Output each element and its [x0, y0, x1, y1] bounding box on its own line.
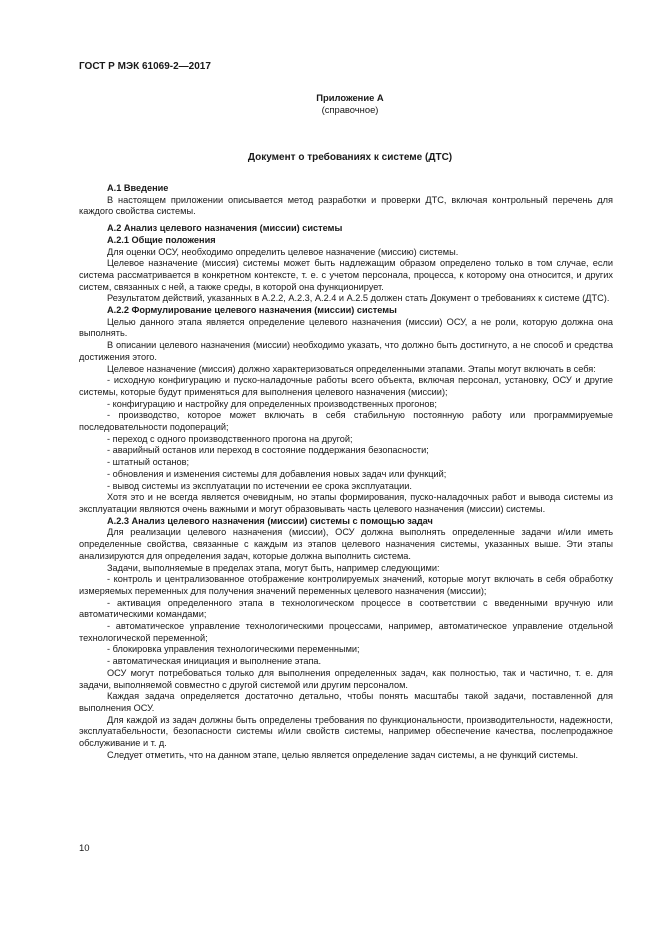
- list-item: - автоматическая инициация и выполнение этапа.: [107, 656, 322, 667]
- paragraph: Следует отметить, что на данном этапе, целью является определение задач системы, а не функций системы.: [107, 749, 579, 760]
- subsection-heading-a22: А.2.2 Формулирование целевого назначения (миссии) системы: [107, 305, 397, 316]
- list-item: - аварийный останов или переход в состояние поддержания безопасности;: [107, 445, 429, 456]
- subsection-heading-a23: А.2.3 Анализ целевого назначения (миссии) системы с помощью задач: [107, 515, 433, 526]
- subsection-heading-a21: А.2.1 Общие положения: [107, 234, 216, 245]
- list-item: - активация определенного этапа в технологическом процессе в соответствии с введенными вручную или автоматическими командами;: [79, 597, 613, 620]
- paragraph: Для каждой из задач должны быть определены требования по функциональности, производительности, надежности, эксплуатабельности, безопасности системы и/или свойств системы, например обеспечение качества, послепродажное обслуживание и т. д.: [79, 714, 613, 749]
- standard-header: ГОСТ Р МЭК 61069-2—2017: [79, 61, 211, 72]
- page-number: 10: [79, 843, 90, 854]
- list-item: - конфигурацию и настройку для определенных производственных прогонов;: [107, 398, 437, 409]
- document-body: [79, 183, 613, 761]
- list-item: - блокировка управления технологическими переменными;: [107, 644, 360, 655]
- list-item: - производство, которое может включать в себя стабильную постоянную работу или программируемые последовательности подопераций;: [79, 410, 613, 433]
- appendix-title: Приложение А: [316, 92, 384, 103]
- paragraph: Целью данного этапа является определение целевого назначения (миссии) ОСУ, а не роли, которую должна она выполнять.: [79, 316, 613, 339]
- paragraph: Для оценки ОСУ, необходимо определить целевое назначение (миссию) системы.: [107, 246, 459, 257]
- list-item: - штатный останов;: [107, 457, 190, 468]
- paragraph: Каждая задача определяется достаточно детально, чтобы понять масштабы такой задачи, поставленной для выполнения ОСУ.: [79, 691, 613, 713]
- list-item: - автоматическое управление технологическими процессами, например, автоматическое управление отдельной технологической переменной;: [79, 621, 613, 643]
- paragraph: Хотя это и не всегда является очевидным, но этапы формирования, пуско-наладочных работ и вывода системы из эксплуатации являются очень важными и могут образовывать часть целевого назначения (миссии) системы.: [79, 492, 613, 514]
- list-item: - вывод системы из эксплуатации по истечении ее срока эксплуатации.: [107, 480, 412, 491]
- paragraph: Целевое назначение (миссия) должно характеризоваться определенными этапами. Этапы могут включать в себя:: [107, 363, 596, 374]
- list-item: - обновления и изменения системы для добавления новых задач или функций;: [107, 468, 447, 479]
- section-heading-a1: А.1 Введение: [107, 183, 169, 193]
- paragraph: Результатом действий, указанных в А.2.2, А.2.3, А.2.4 и А.2.5 должен стать Документ о требованиях к системе (ДТС).: [107, 293, 610, 304]
- section-heading-a2: А.2 Анализ целевого назначения (миссии) системы: [107, 223, 343, 234]
- list-item: - контроль и централизованное отображение контролируемых значений, которые могут включать в себя обработку измеряемых переменных для получения значений переменных целевого назначения (миссии);: [79, 574, 613, 596]
- paragraph: Целевое назначение (миссия) системы может быть надлежащим образом определено только в том случае, если система рассматривается в конкретном контексте, т. е. с учетом персонала, процесса, к которому она относится, и других систем, связанных с ней, а также среды, в которой она функционирует.: [79, 258, 613, 292]
- document-title: Документ о требованиях к системе (ДТС): [247, 152, 453, 163]
- list-item: - исходную конфигурацию и пуско-наладочные работы всего объекта, включая персонал, установку, ОСУ и другие системы, которые будут применяться для выполнения целевого назначения (миссии);: [79, 375, 613, 397]
- paragraph: В описании целевого назначения (миссии) необходимо указать, что должно быть достигнуто, а не способ и средства достижения этого.: [79, 340, 613, 362]
- list-item: - переход с одного производственного прогона на другой;: [107, 433, 353, 444]
- appendix-subtitle: (справочное): [321, 104, 379, 115]
- paragraph: ОСУ могут потребоваться только для выполнения определенных задач, как полностью, так и частично, т. е. для задачи, выполняемой совместно с другой системой или другим персоналом.: [79, 667, 613, 690]
- paragraph: Задачи, выполняемые в пределах этапа, могут быть, например следующими:: [107, 562, 440, 573]
- paragraph: Для реализации целевого назначения (миссии), ОСУ должна выполнять определенные задачи и/или иметь определенные свойства, связанные с каждым из этапов целевого назначения системы, указанных выше. Эти этапы анализируются для определения задач, которые должна выполнить система.: [79, 527, 613, 561]
- paragraph: В настоящем приложении описывается метод разработки и проверки ДТС, включая контрольный перечень для каждого свойства системы.: [79, 194, 613, 217]
